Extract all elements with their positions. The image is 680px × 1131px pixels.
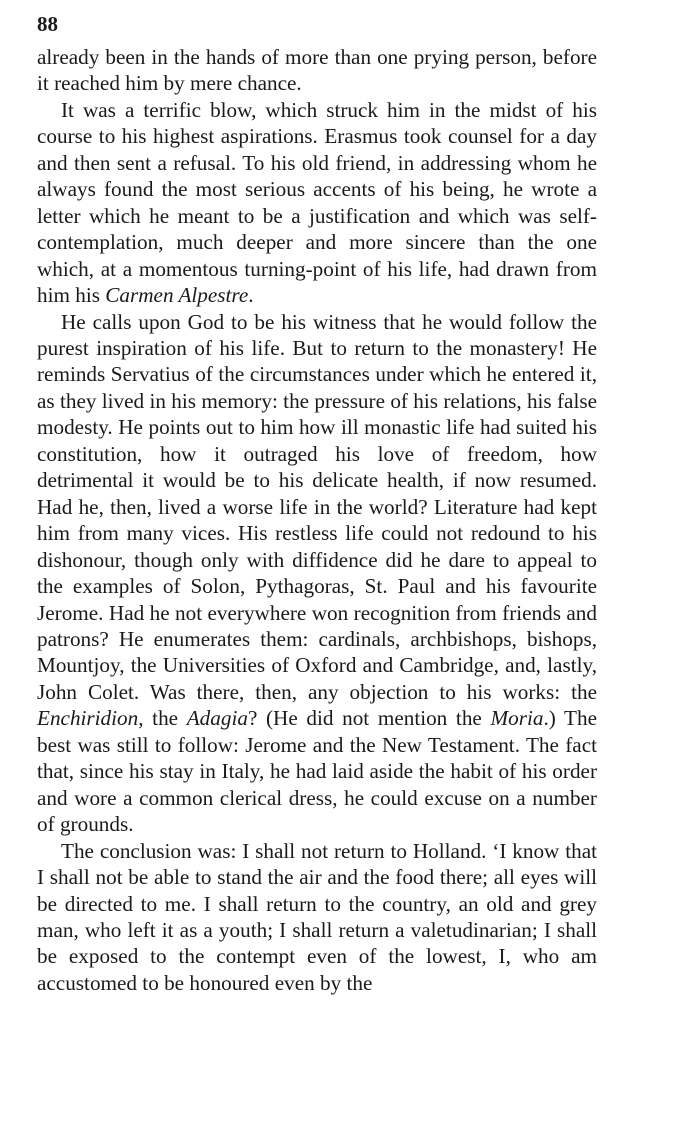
page-number: 88 (37, 12, 58, 36)
paragraph-appeal (37, 309, 597, 838)
title-adagia: Adagia (186, 706, 248, 731)
paragraph-text: . (248, 283, 254, 308)
paragraph-conclusion (37, 838, 597, 997)
paragraph-text: , the (138, 706, 187, 731)
paragraph-letter (37, 97, 597, 309)
title-carmen-alpestre: Carmen Alpestre (105, 283, 249, 308)
paragraph-continuation (37, 44, 597, 97)
paragraph-text: already been in the hands of more than one prying person, before it reached him by mere chance. (37, 45, 597, 96)
paragraph-text: .) The best was still to follow: Jerome and the New Testament. The fact that, since his stay in Italy, he had laid aside the habit of his order and wore a common clerical dress, he could excuse on a number of grounds. (37, 706, 597, 837)
paragraph-text: He calls upon God to be his witness that he would follow the purest inspiration of his life. But to return to the monastery! He reminds Servatius of the circumstances under which he entered it, as they lived in his memory: the pressure of his relations, his false modesty. He points out to him how ill monastic life had suited his constitution, how it outraged his love of freedom, how detrimental it would be to his delicate health, if now resumed. Had he, then, lived a worse life in the world? Literature had kept him from many vices. His restless life could not redound to his dishonour, though only with diffidence did he dare to appeal to the examples of Solon, Pythagoras, St. Paul and his favourite Jerome. Had he not everywhere won recognition from friends and patrons? He enumerates them: cardinals, archbishops, bishops, Mountjoy, the Universities of Oxford and Cambridge, and, lastly, John Colet. Was there, then, any objection to his works: the (37, 309, 597, 704)
book-page (37, 10, 597, 996)
paragraph-text: It was a terrific blow, which struck him in the midst of his course to his highest aspirations. Erasmus took counsel for a day and then sent a refusal. To his old friend, in addressing whom he always found the most serious accents of his being, he wrote a letter which he meant to be a justification and which was self-contemplation, much deeper and more sincere than the one which, at a momentous turning-point of his life, had drawn from him his (37, 97, 597, 308)
paragraph-text: The conclusion was: I shall not return to Holland. ‘I know that I shall not be able to stand the air and the food there; all eyes will be directed to me. I shall return to the country, an old and grey man, who left it as a youth; I shall return a valetudinarian; I shall be exposed to the contempt even of the lowest, I, who am accustomed to be honoured even by the (37, 838, 597, 995)
paragraph-text: ? (He did not mention the (247, 706, 491, 731)
title-enchiridion: Enchiridion (37, 706, 139, 731)
title-moria: Moria (490, 706, 544, 731)
